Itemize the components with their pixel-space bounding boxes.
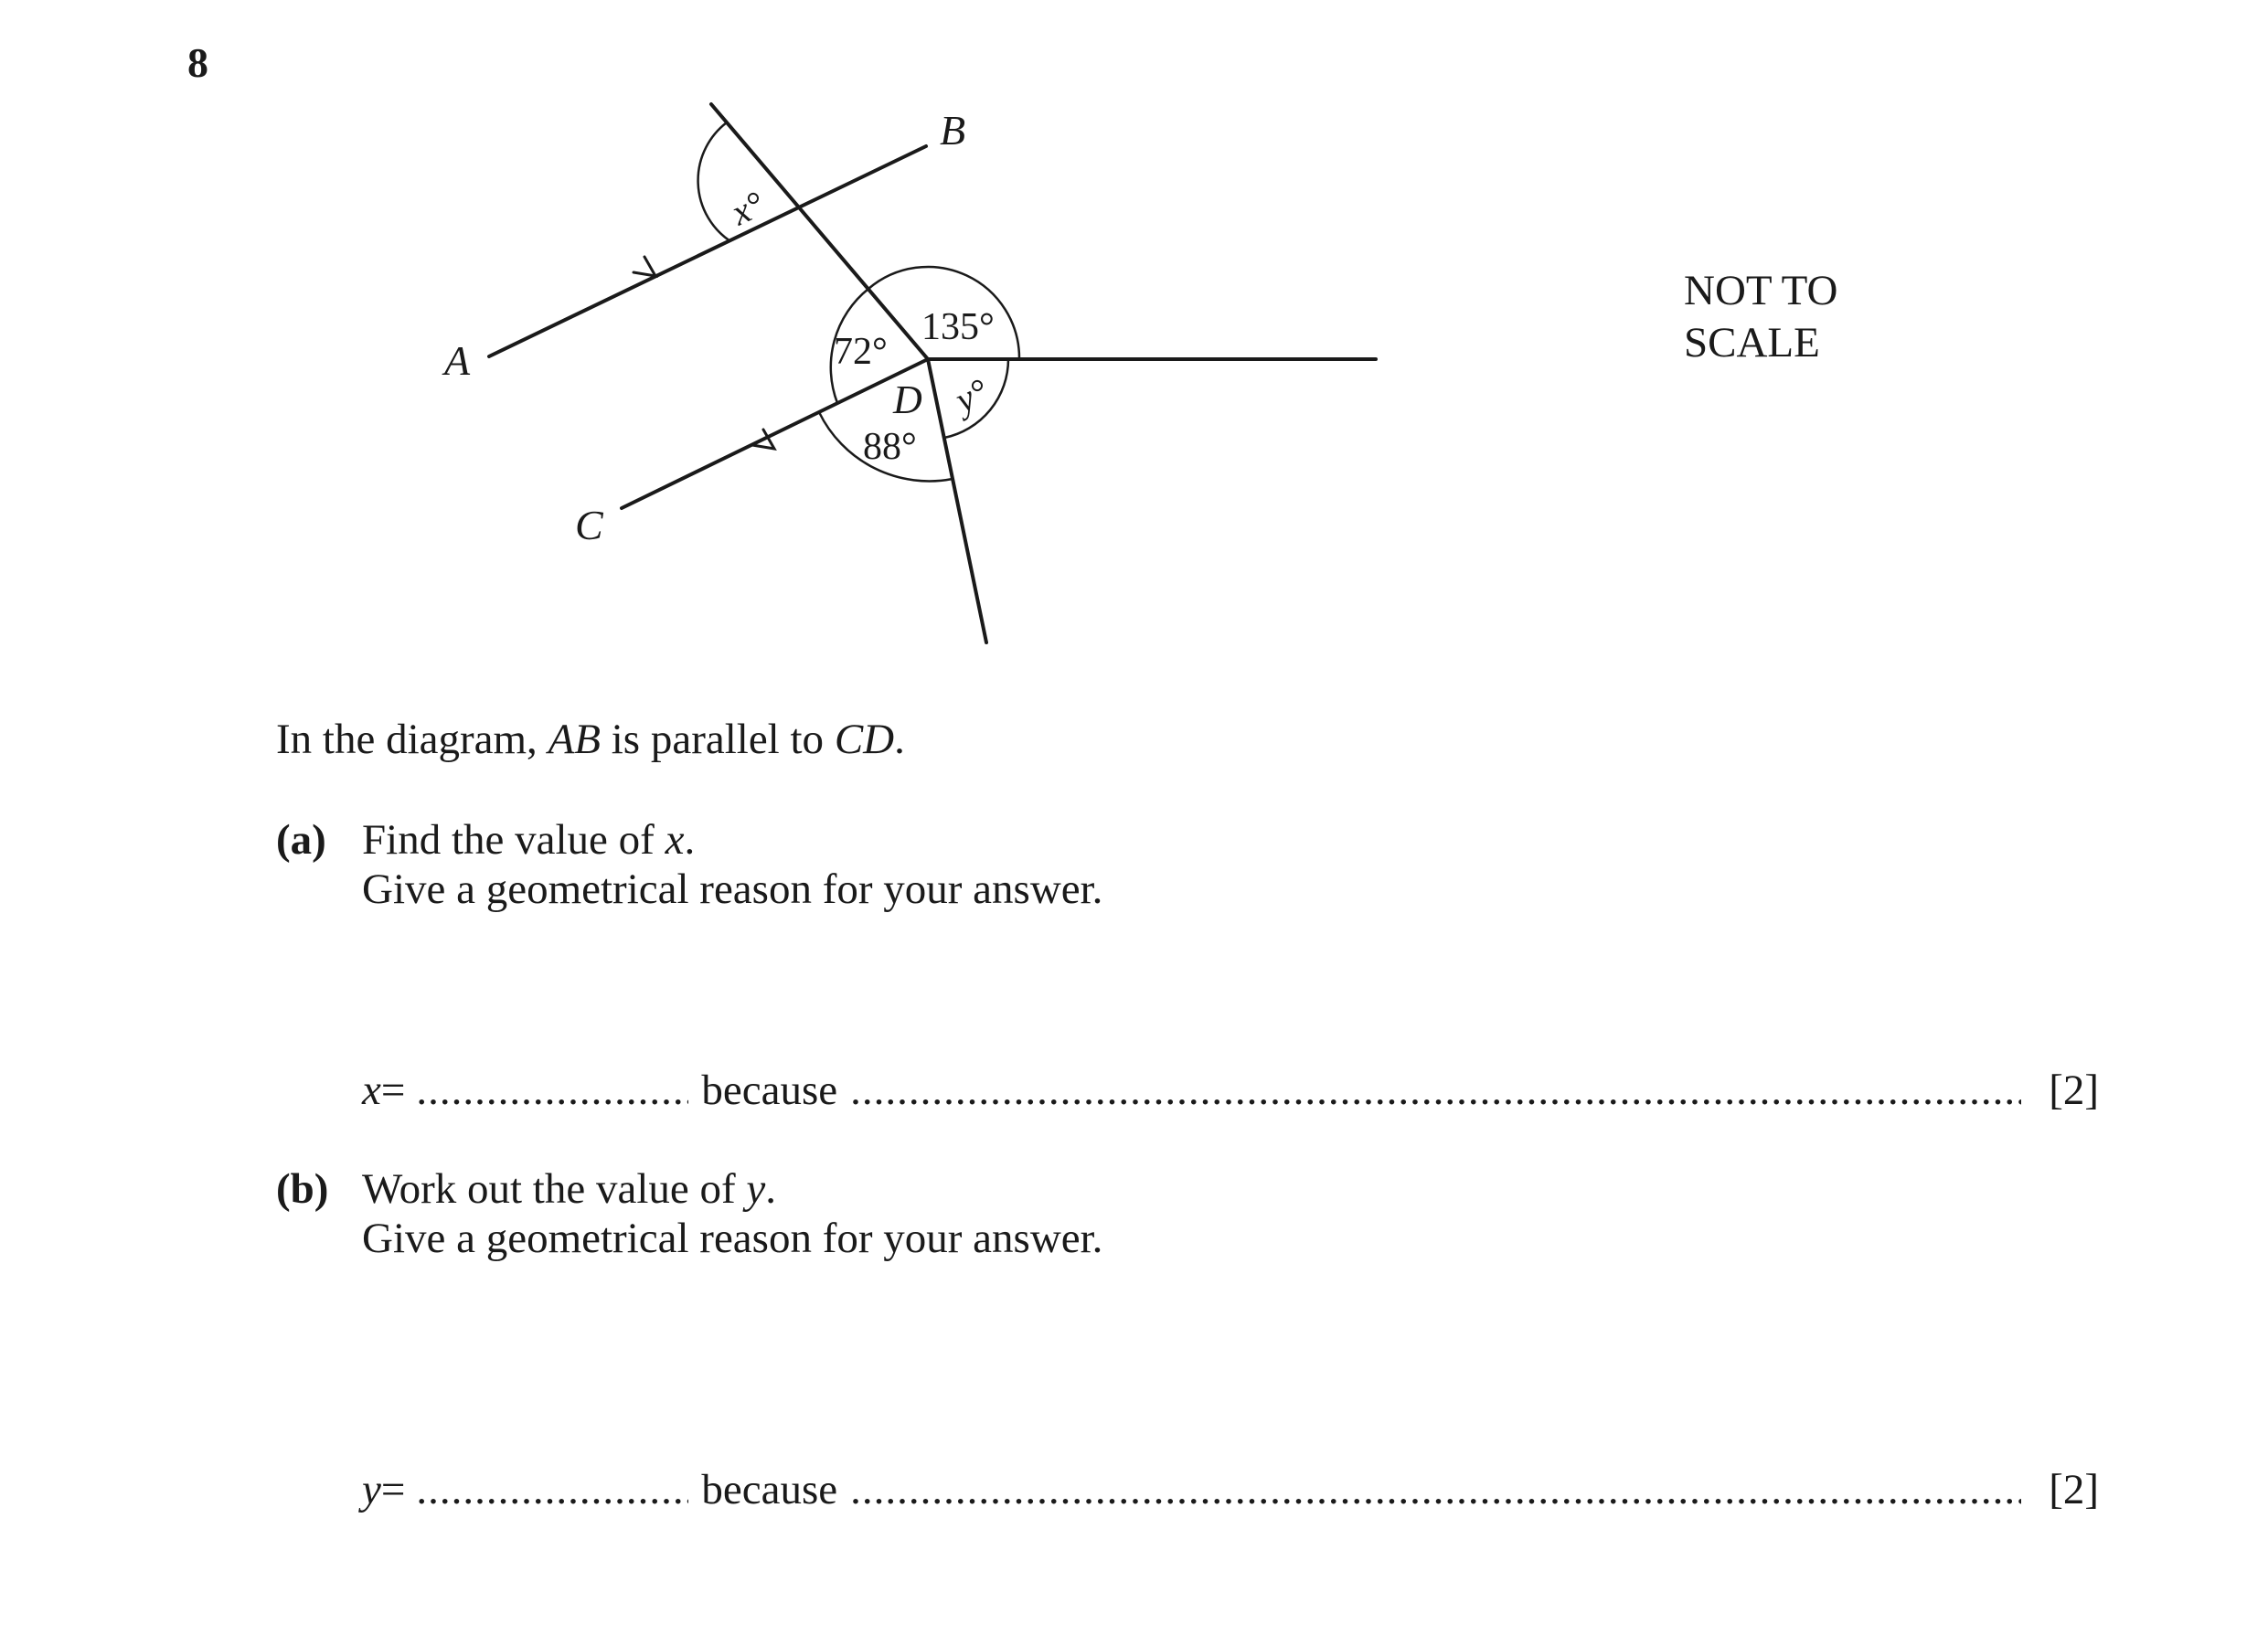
part-b-prefix: Work out the value of [362, 1165, 747, 1213]
part-b-instruction: Give a geometrical reason for your answer. [362, 1215, 1103, 1262]
part-a-answer-var: x [362, 1067, 381, 1114]
label-c: C [575, 502, 603, 548]
intro-suffix: . [894, 716, 905, 763]
not-to-scale-line-1: NOT TO [1684, 267, 1838, 314]
part-b-label: (b) [276, 1165, 329, 1213]
intro-ab: AB [548, 716, 601, 763]
label-b: B [940, 107, 966, 154]
part-b-suffix: . [765, 1165, 777, 1213]
part-a-question [362, 816, 696, 864]
part-a-var: x [665, 816, 685, 864]
part-a-label: (a) [276, 816, 326, 864]
part-b-marks: [2] [2049, 1466, 2099, 1513]
angle-label-135: 135° [921, 306, 995, 348]
intro-middle: is parallel to [600, 716, 835, 763]
line-ab [489, 146, 926, 356]
intro-cd: CD [834, 716, 895, 763]
part-a-instruction: Give a geometrical reason for your answer. [362, 865, 1103, 913]
part-a-reason-field[interactable] [850, 1069, 2021, 1112]
part-a-value-field[interactable] [416, 1069, 688, 1112]
angle-label-72: 72° [834, 331, 888, 373]
part-a-answer-row [362, 1069, 2099, 1112]
question-number: 8 [187, 39, 208, 86]
angle-arc-x [698, 122, 730, 241]
intro-sentence [276, 718, 905, 761]
parallel-arrow-ab [634, 257, 655, 276]
angle-diagram [0, 0, 2268, 695]
part-b-answer-var: y [362, 1466, 381, 1513]
label-a: A [444, 337, 471, 384]
part-b-equals: = [380, 1466, 406, 1513]
part-b-value-field[interactable] [416, 1469, 688, 1512]
part-b-reason-field[interactable] [850, 1469, 2021, 1512]
part-a-marks: [2] [2049, 1067, 2099, 1114]
part-b-question [362, 1165, 777, 1213]
angle-label-88: 88° [863, 426, 917, 468]
angle-label-x: x° [724, 183, 771, 234]
part-b-because: because [701, 1466, 838, 1513]
not-to-scale-line-2: SCALE [1684, 319, 1820, 366]
intro-prefix: In the diagram, [276, 716, 548, 763]
part-b-answer-row [362, 1466, 2099, 1513]
part-a-because: because [701, 1067, 838, 1114]
part-a-prefix: Find the value of [362, 816, 665, 864]
label-d: D [893, 377, 922, 422]
not-to-scale-note [1684, 265, 1837, 369]
part-a-suffix: . [684, 816, 696, 864]
part-a-equals: = [380, 1067, 406, 1114]
angle-label-y: y° [948, 370, 995, 421]
part-b-var: y [746, 1165, 766, 1213]
